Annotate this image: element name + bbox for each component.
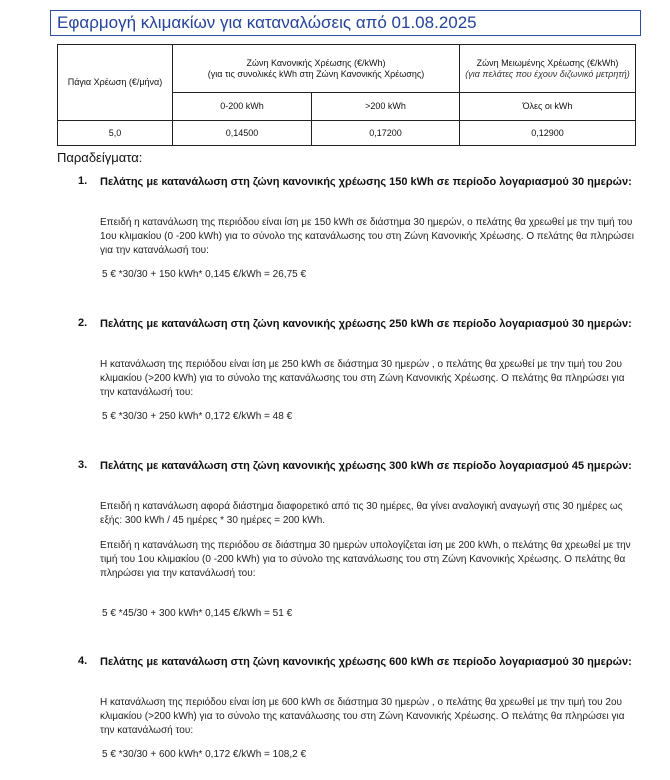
reduced-zone-header xyxy=(460,45,636,93)
example-heading: Πελάτης με κατανάλωση στη ζώνη κανονικής χρέωσης 150 kWh σε περίοδο λογαριασμού 30 ημερών: xyxy=(100,176,632,188)
example-number: 1. xyxy=(78,175,88,187)
example-number: 3. xyxy=(78,459,88,471)
example-formula: 5 € *30/30 + 250 kWh* 0,172 €/kWh = 48 € xyxy=(102,411,293,422)
example-formula: 5 € *30/30 + 150 kWh* 0,145 €/kWh = 26,75 € xyxy=(102,269,307,280)
normal-zone-header xyxy=(173,45,460,93)
example-paragraph: Η κατανάλωση της περιόδου είναι ίση με 600 kWh σε διάστημα 30 ημερών , ο πελάτης θα χρεωθεί με την τιμή του 2ου κλιμακίου (>200 kWh) για το σύνολο της κατανάλωσης του στη Ζώνη Κανονικής Χρέωσης. Ο πελάτης θα πληρώσει για την κατανάλωσή του: xyxy=(100,697,625,736)
example-paragraph: Επειδή η κατανάλωση αφορά διάστημα διαφορετικό από τις 30 ημέρες, θα γίνει αναλογική αναγωγή στις 30 ημέρες ως εξής: 300 kWh / 45 ημέρες * 30 ημέρες = 200 kWh. xyxy=(100,501,623,526)
example-heading: Πελάτης με κατανάλωση στη ζώνη κανονικής χρέωσης 300 kWh σε περίοδο λογαριασμού 45 ημερών: xyxy=(100,460,632,472)
example-heading: Πελάτης με κατανάλωση στη ζώνη κανονικής χρέωσης 600 kWh σε περίοδο λογαριασμού 30 ημερών: xyxy=(100,656,632,668)
table-header-row xyxy=(58,45,636,93)
all-kwh-header: Όλες οι kWh xyxy=(460,93,636,121)
normal-zone-title: Ζώνη Κανονικής Χρέωσης (€/kWh) xyxy=(246,57,386,68)
fixed-charge-header-text: Πάγια Χρέωση (€/μήνα) xyxy=(67,77,163,87)
table-row xyxy=(58,121,636,146)
examples-heading: Παραδείγματα: xyxy=(57,150,143,165)
tier2-header: >200 kWh xyxy=(312,93,460,121)
fixed-charge-value: 5,0 xyxy=(58,121,173,146)
tier1-header: 0-200 kWh xyxy=(173,93,312,121)
reduced-zone-title: Ζώνη Μειωμένης Χρέωσης (€/kWh) xyxy=(476,57,619,68)
tier2-value: 0,17200 xyxy=(312,121,460,146)
example-formula: 5 € *45/30 + 300 kWh* 0,145 €/kWh = 51 € xyxy=(102,608,293,619)
rates-table xyxy=(57,44,636,146)
normal-zone-subtitle: (για τις συνολικές kWh στη Ζώνη Κανονικής Χρέωσης) xyxy=(207,68,425,79)
tier1-value: 0,14500 xyxy=(173,121,312,146)
example-paragraph: Επειδή η κατανάλωση της περιόδου είναι ίση με 150 kWh σε διάστημα 30 ημερών, ο πελάτης θα χρεωθεί με την τιμή του 1ου κλιμακίου (0 -200 kWh) για το σύνολο της κατανάλωσης του στη Ζώνη Κανονικής Χρέωσης. Ο πελάτης θα πληρώσει για την κατανάλωσή του: xyxy=(100,217,634,256)
title-box xyxy=(50,10,641,36)
fixed-charge-header xyxy=(58,45,173,121)
example-number: 4. xyxy=(78,655,88,667)
reduced-value: 0,12900 xyxy=(460,121,636,146)
example-paragraph: Επειδή η κατανάλωση της περιόδου σε διάστημα 30 ημερών υπολογίζεται ίση με 200 kWh, ο πελάτης θα χρεωθεί με την τιμή του 1ου κλιμακίου (0 -200 kWh) για το σύνολο της κατανάλωσης του στη Ζώνη Κανονικής Χρέωσης. Ο πελάτης θα πληρώσει για την κατανάλωσή του: xyxy=(100,540,631,579)
example-formula: 5 € *30/30 + 600 kWh* 0,172 €/kWh = 108,2 € xyxy=(102,749,307,760)
reduced-zone-subtitle: (για πελάτες που έχουν διζωνικό μετρητή) xyxy=(465,68,630,79)
example-paragraph: Η κατανάλωση της περιόδου είναι ίση με 250 kWh σε διάστημα 30 ημερών , ο πελάτης θα χρεωθεί με την τιμή του 2ου κλιμακίου (>200 kWh) για το σύνολο της κατανάλωσης του στη Ζώνη Κανονικής Χρέωσης. Ο πελάτης θα πληρώσει για την κατανάλωσή του: xyxy=(100,359,625,398)
example-heading: Πελάτης με κατανάλωση στη ζώνη κανονικής χρέωσης 250 kWh σε περίοδο λογαριασμού 30 ημερών: xyxy=(100,318,632,330)
page-title: Εφαρμογή κλιμακίων για καταναλώσεις από 01.08.2025 xyxy=(57,13,477,32)
example-number: 2. xyxy=(78,317,88,329)
